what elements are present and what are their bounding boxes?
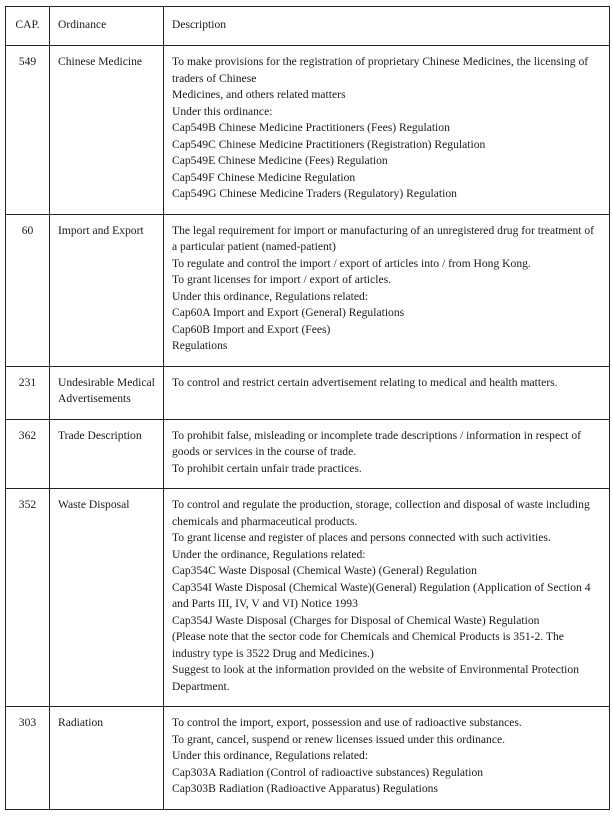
- table-row: [6, 46, 610, 215]
- description-line: To make provisions for the registration of proprietary Chinese Medicines, the licensing of traders of Chinese: [172, 55, 589, 85]
- header-cap: CAP.: [6, 7, 50, 46]
- description-line: Under this ordinance, Regulations related:: [172, 749, 369, 762]
- table-row: [6, 419, 610, 489]
- ordinance-cell: Undesirable Medical Advertisements: [50, 366, 164, 419]
- description-line: To control the import, export, possession and use of radioactive substances.: [172, 716, 522, 729]
- description-line: Medicines, and others related matters: [172, 88, 346, 101]
- description-line: Under the ordinance, Regulations related:: [172, 547, 366, 561]
- cap-cell: 303: [6, 707, 50, 810]
- ordinance-cell: Import and Export: [50, 214, 164, 366]
- description-line: Cap303B Radiation (Radioactive Apparatus) Regulations: [172, 782, 438, 795]
- description-line: Cap60A Import and Export (General) Regulations: [172, 306, 405, 319]
- description-line: (Please note that the sector code for Chemicals and Chemical Products is 351-2. The industry type is 3522 Drug and Medicines.): [172, 630, 564, 660]
- description-line: To regulate and control the import / export of articles into / from Hong Kong.: [172, 256, 531, 270]
- description-cell: [164, 46, 610, 215]
- ordinance-table: [5, 6, 610, 810]
- cap-cell: 549: [6, 46, 50, 215]
- description-line: Cap303A Radiation (Control of radioactive substances) Regulation: [172, 765, 484, 779]
- table-header-row: [6, 7, 610, 46]
- description-line: To grant, cancel, suspend or renew licenses issued under this ordinance.: [172, 732, 506, 746]
- description-cell: [164, 366, 610, 419]
- description-line: Cap549G Chinese Medicine Traders (Regulatory) Regulation: [172, 187, 457, 200]
- description-cell: [164, 214, 610, 366]
- cap-cell: 352: [6, 489, 50, 707]
- description-line: To control and restrict certain advertisement relating to medical and health matters.: [172, 375, 558, 389]
- description-line: To prohibit certain unfair trade practices.: [172, 461, 362, 475]
- description-cell: [164, 707, 610, 810]
- description-line: Under this ordinance, Regulations related:: [172, 289, 369, 303]
- header-ordinance: Ordinance: [50, 7, 164, 46]
- description-line: Cap549F Chinese Medicine Regulation: [172, 170, 356, 184]
- cap-cell: 60: [6, 214, 50, 366]
- description-cell: [164, 419, 610, 489]
- description-line: Cap354I Waste Disposal (Chemical Waste)(General) Regulation (Application of Section 4 and Parts III, IV, V and VI) Notice 1993: [172, 580, 591, 610]
- description-line: Cap60B Import and Export (Fees): [172, 322, 331, 336]
- header-description: Description: [164, 7, 610, 46]
- description-line: Cap549C Chinese Medicine Practitioners (Registration) Regulation: [172, 137, 486, 151]
- ordinance-cell: Trade Description: [50, 419, 164, 489]
- description-line: Under this ordinance:: [172, 104, 273, 118]
- description-cell: [164, 489, 610, 707]
- description-line: To grant license and register of places and persons connected with such activities.: [172, 531, 551, 544]
- description-line: Cap549B Chinese Medicine Practitioners (Fees) Regulation: [172, 121, 450, 134]
- table-row: [6, 489, 610, 707]
- description-line: Suggest to look at the information provided on the website of Environmental Protection Department.: [172, 663, 579, 693]
- description-line: Regulations: [172, 339, 228, 352]
- cap-cell: 362: [6, 419, 50, 489]
- ordinance-cell: Chinese Medicine: [50, 46, 164, 215]
- description-line: To prohibit false, misleading or incomplete trade descriptions / information in respect of goods or services in the course of trade.: [172, 428, 582, 458]
- table-row: [6, 366, 610, 419]
- cap-cell: 231: [6, 366, 50, 419]
- table-row: [6, 707, 610, 810]
- ordinance-cell: Waste Disposal: [50, 489, 164, 707]
- description-line: To grant licenses for import / export of articles.: [172, 273, 392, 286]
- ordinance-cell: Radiation: [50, 707, 164, 810]
- table-row: [6, 214, 610, 366]
- description-line: Cap354J Waste Disposal (Charges for Disposal of Chemical Waste) Regulation: [172, 613, 540, 627]
- description-line: Cap549E Chinese Medicine (Fees) Regulation: [172, 154, 388, 167]
- description-line: The legal requirement for import or manufacturing of an unregistered drug for treatment of a particular patient (named-patient): [172, 223, 595, 253]
- description-line: To control and regulate the production, storage, collection and disposal of waste including chemicals and pharmaceutical products.: [172, 498, 590, 528]
- table-body: [6, 46, 610, 810]
- description-line: Cap354C Waste Disposal (Chemical Waste) (General) Regulation: [172, 564, 477, 577]
